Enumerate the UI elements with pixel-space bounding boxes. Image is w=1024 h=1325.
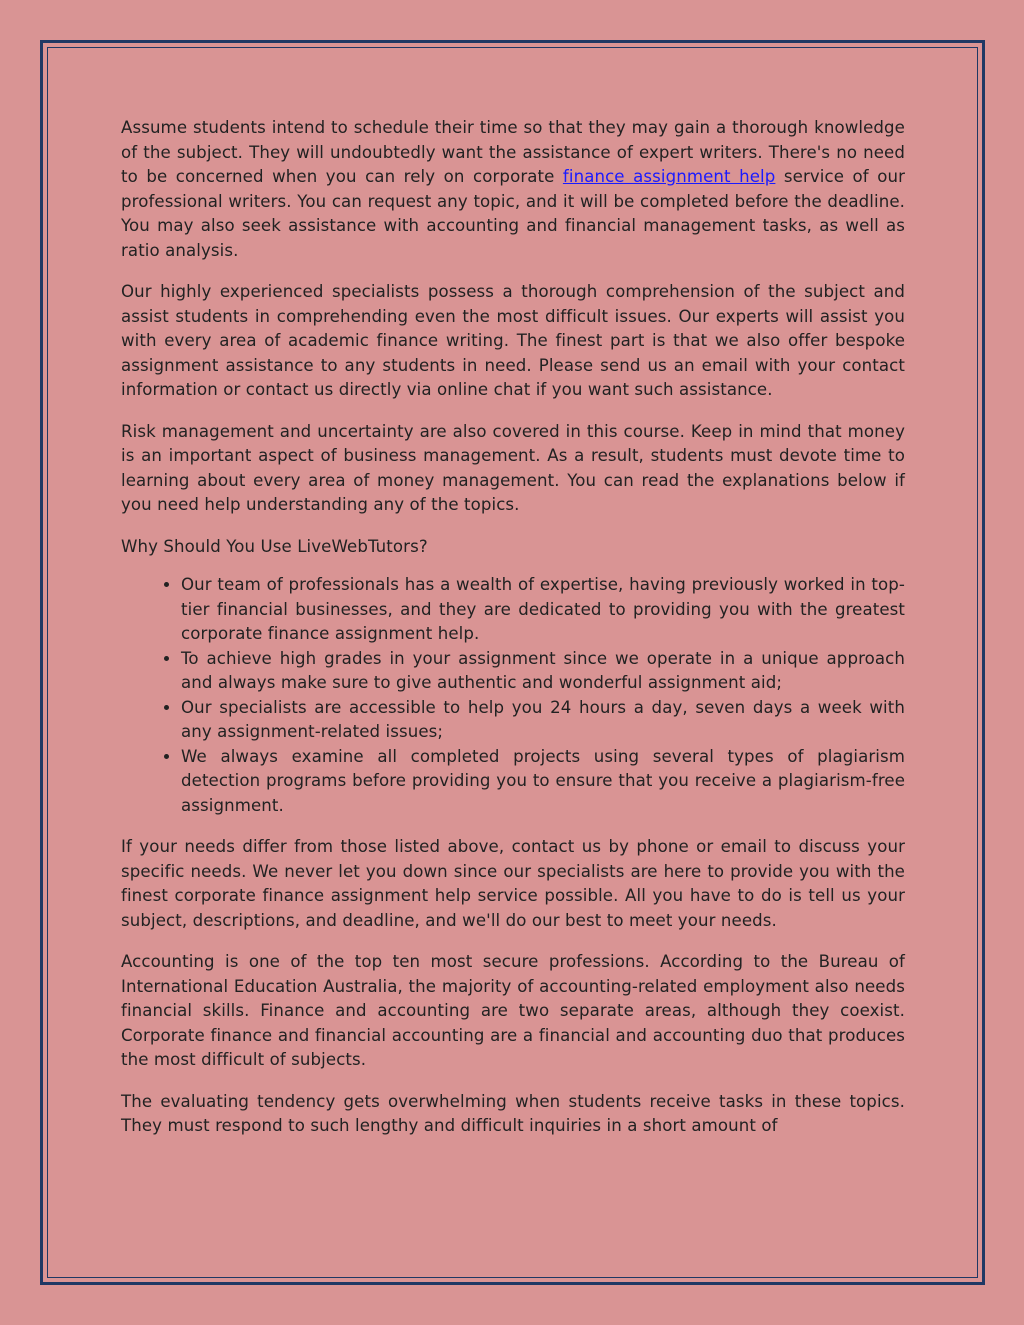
list-item: • We always examine all completed projects using several types of plagiarism detection programs before providing you to ensure that you receive a plagiarism-free assignment.: [181, 745, 905, 819]
section-heading: Why Should You Use LiveWebTutors?: [121, 536, 428, 556]
list-item: • Our specialists are accessible to help you 24 hours a day, seven days a week with any assignment-related issues;: [181, 696, 905, 745]
paragraph-intro: [121, 116, 905, 263]
finance-assignment-help-link[interactable]: finance assignment help: [562, 167, 776, 186]
paragraph-evaluating: The evaluating tendency gets overwhelming when students receive tasks in these topics. They must respond to such lengthy and difficult inquiries in a short amount of: [121, 1091, 905, 1135]
paragraph-specialists: Our highly experienced specialists possess a thorough comprehension of the subject and assist students in comprehending even the most difficult issues. Our experts will assist you with every area of academic finance writing. The finest part is that we also offer bespoke assignment assistance to any students in need. Please send us an email with your contact information or contact us directly via online chat if you want such assistance.: [121, 282, 905, 399]
list-item: • To achieve high grades in your assignment since we operate in a unique approach and always make sure to give authentic and wonderful assignment aid;: [181, 647, 905, 696]
paragraph-accounting: Accounting is one of the top ten most secure professions. According to the Bureau of International Education Australia, the majority of accounting-related employment also needs financial skills. Finance and accounting are two separate areas, although they coexist. Corporate finance and financial accounting are a financial and accounting duo that produces the most difficult of subjects.: [121, 952, 905, 1069]
list-item: • Our team of professionals has a wealth of expertise, having previously worked in top-tier financial businesses, and they are dedicated to providing you with the greatest corporate finance assignment help.: [181, 573, 905, 647]
paragraph-intro-text-end: service of our professional writers. You can request any topic, and it will be completed before the deadline. You may also seek assistance with accounting and financial management tasks, as well as ratio analysis.: [121, 167, 905, 260]
document-body: [121, 116, 905, 1156]
paragraph-risk-management: Risk management and uncertainty are also covered in this course. Keep in mind that money is an important aspect of business management. As a result, students must devote time to learning about every area of money management. You can read the explanations below if you need help understanding any of the topics.: [121, 421, 905, 514]
reasons-list: [121, 573, 905, 818]
paragraph-contact: If your needs differ from those listed above, contact us by phone or email to discuss your specific needs. We never let you down since our specialists are here to provide you with the finest corporate finance assignment help service possible. All you have to do is tell us your subject, descriptions, and deadline, and we'll do our best to meet your needs.: [121, 837, 905, 930]
paragraph-intro-text-start: Assume students intend to schedule their time so that they may gain a thorough knowledge of the subject. They will undoubtedly want the assistance of expert writers. There's no need to be concerned when you can rely on corporate: [121, 118, 905, 186]
